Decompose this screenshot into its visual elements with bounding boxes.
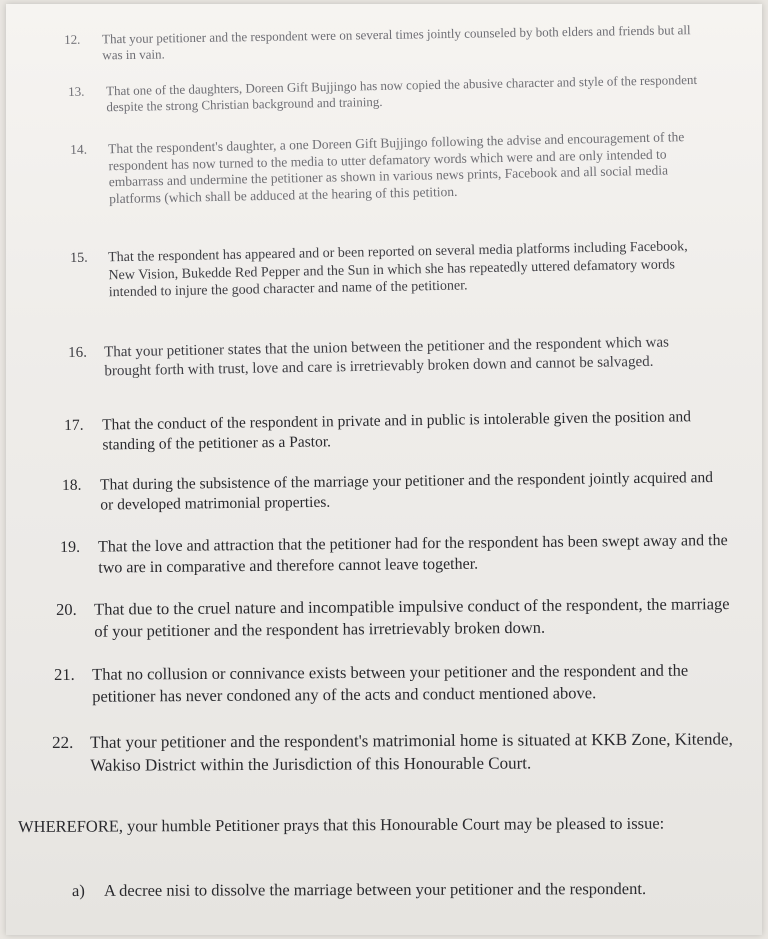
paragraph-text: That due to the cruel nature and incompatible impulsive conduct of the respondent, the marriage of your petitioner and the respondent has irretrievably broken down.: [94, 594, 730, 641]
paragraph-text: That one of the daughters, Doreen Gift Bujjingo has now copied the abusive character and style of the respondent despite the strong Christian background and training.: [105, 71, 698, 115]
paragraph-number: 19.: [60, 538, 81, 556]
wherefore-text: your humble Petitioner prays that this Honourable Court may be pleased to issue:: [122, 813, 665, 836]
paragraph-number: 12.: [64, 31, 81, 47]
paragraph-number: 15.: [70, 250, 88, 266]
paragraph-text: That no collusion or connivance exists between your petitioner and the respondent and the petitioner has never condoned any of the acts and conduct mentioned above.: [92, 660, 689, 706]
wherefore-clause: [18, 812, 750, 838]
paragraph-21: [54, 659, 740, 708]
paragraph-16: [68, 333, 719, 382]
paragraph-15: [70, 238, 713, 303]
paragraph-22: [52, 727, 746, 777]
paragraph-18: [62, 468, 722, 516]
paragraph-text: That the love and attraction that the petitioner had for the respondent has been swept away and the two are in comparative and therefore cannot leave together.: [98, 532, 728, 577]
paragraph-number: 14.: [70, 141, 88, 157]
wherefore-lead: WHEREFORE,: [18, 816, 124, 836]
paragraph-number: 20.: [56, 599, 77, 619]
paragraph-text: That during the subsistence of the marriage your petitioner and the respondent jointly acquired and or developed matrimonial properties.: [100, 469, 714, 514]
paragraph-text: That the respondent has appeared and or been reported on several media platforms including Facebook, New Vision, Bukedde Red Pepper and the Sun in which she has repeatedly uttered defamatory words intended to injure the good character and name of the petitioner.: [108, 239, 688, 301]
paragraph-number: 16.: [68, 344, 88, 361]
paragraph-12: [64, 22, 704, 64]
paragraph-text: That your petitioner and the respondent were on several times jointly counseled by both elders and friends but all was in vain.: [101, 22, 691, 63]
document-page: [6, 4, 762, 935]
paragraph-number: 13.: [68, 83, 85, 99]
paragraph-number: 17.: [64, 416, 84, 434]
prayer-label: a): [72, 880, 85, 900]
paragraph-20: [56, 593, 734, 643]
paragraph-number: 18.: [62, 476, 82, 494]
prayer-text: A decree nisi to dissolve the marriage between your petitioner and the respondent.: [104, 878, 647, 900]
paragraph-text: That the respondent's daughter, a one Doreen Gift Bujjingo following the advise and encouragement of the respondent has now turned to the media to utter defamatory words which were and are only intended to embarrass and undermine the petitioner as shown in various news prints, Facebook and all social media platforms (which shall be adduced at the hearing of this petition.: [107, 129, 685, 206]
paragraph-19: [60, 530, 728, 579]
paragraph-number: 22.: [52, 732, 74, 752]
paragraph-text: That your petitioner and the respondent's matrimonial home is situated at KKB Zone, Kitende, Wakiso District within the Jurisdiction of this Honourable Court.: [90, 729, 733, 775]
paragraph-17: [64, 407, 720, 456]
paragraph-14: [70, 129, 707, 208]
paragraph-text: That the conduct of the respondent in private and in public is intolerable given the position and standing of the petitioner as a Pastor.: [102, 408, 692, 454]
paragraph-number: 21.: [54, 664, 75, 684]
paragraph-13: [68, 72, 704, 116]
prayer-item-a: [72, 878, 742, 902]
paragraph-text: That your petitioner states that the union between the petitioner and the respondent which was brought forth with trust, love and care is irretrievably broken down and cannot be salvaged.: [104, 334, 670, 380]
